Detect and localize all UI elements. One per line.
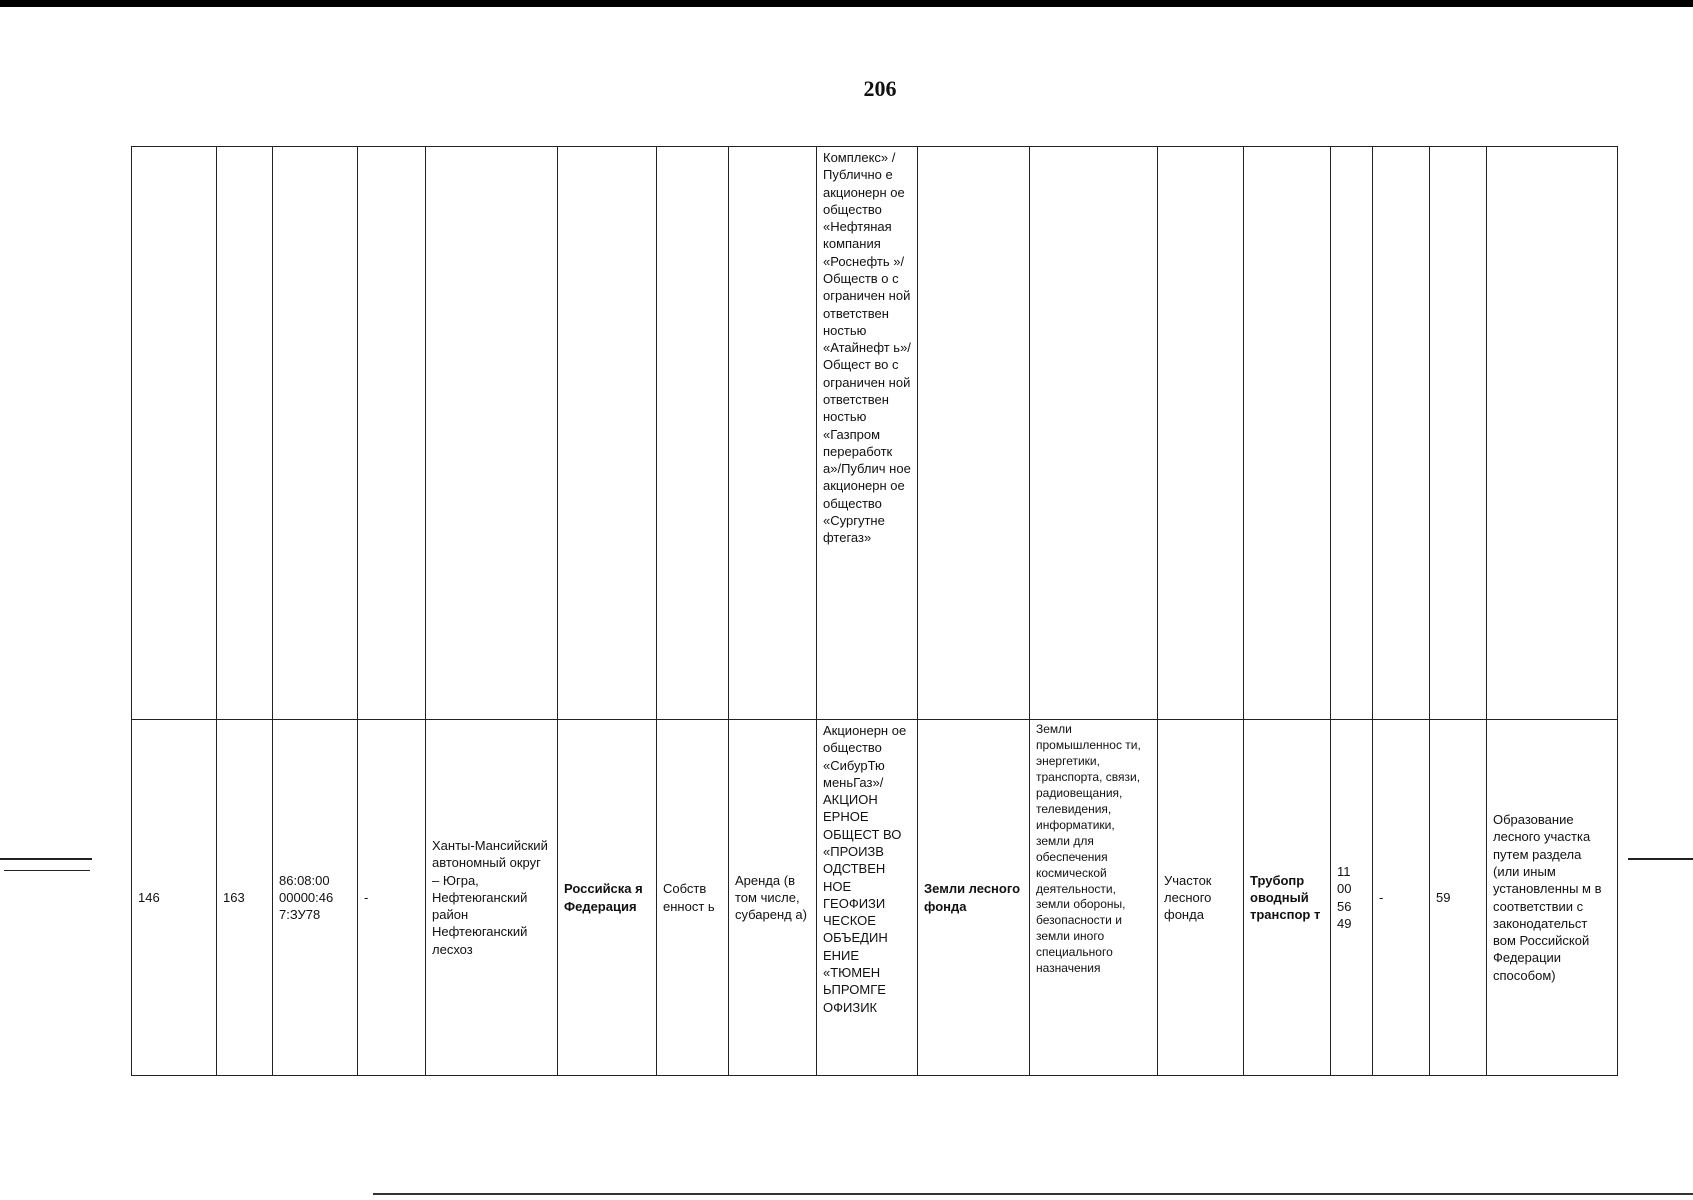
left-margin-mark [0,858,92,860]
cell-right-type: Собств енност ь [657,720,729,1076]
cell-tenants-continued: Комплекс» /Публично е акционерн ое общество «Нефтяная компания «Роснефть »/Обществ о с ограничен ной ответствен ностью «Атайнефт ь»/Общест во с ограничен ной ответствен ностью «Газпром переработк а»/Публич ное акционерн ое общество «Сургутне фтегаз» [817,147,918,720]
page-number: 206 [863,76,897,101]
left-margin-mark-2 [4,870,90,871]
cell-dash: - [1373,720,1430,1076]
cell-id: 163 [217,720,273,1076]
cell-location: Ханты-Мансийский автономный округ – Югра, Нефтеюганский район Нефтеюганский лесхоз [426,720,558,1076]
table-row [132,720,1618,1076]
right-margin-mark [1628,858,1693,860]
cell-number: 146 [132,720,217,1076]
cell-dash: - [358,720,426,1076]
cell-encumbrance: Аренда (в том числе, субаренд а) [729,720,817,1076]
cell-empty [1158,147,1244,720]
cell-count: 59 [1430,720,1487,1076]
cell-permitted-use: Земли промышленнос ти, энергетики, транспорта, связи, радиовещания, телевидения, информатики, земли для обеспечения космической деятельности, земли обороны, безопасности и земли иного специального назначения [1030,720,1158,1076]
cell-empty [918,147,1030,720]
cell-empty [273,147,358,720]
cell-empty [426,147,558,720]
bottom-rule [373,1193,1693,1195]
cell-empty [1373,147,1430,720]
records-table [131,146,1618,1076]
cell-empty [657,147,729,720]
cell-formation-method: Образование лесного участка путем раздела (или иным установленны м в соответствии с законодательст вом Российской Федерации способом) [1487,720,1618,1076]
cell-empty [132,147,217,720]
cell-cadastral-number: 86:08:00 00000:46 7:ЗУ78 [273,720,358,1076]
cell-empty [729,147,817,720]
cell-empty [358,147,426,720]
top-border [0,0,1693,7]
cell-empty [1430,147,1487,720]
cell-empty [1487,147,1618,720]
cell-land-type: Участок лесного фонда [1158,720,1244,1076]
cell-empty [1331,147,1373,720]
cell-area: 11 00 56 49 [1331,720,1373,1076]
cell-empty [1244,147,1331,720]
cell-empty [1030,147,1158,720]
cell-empty [558,147,657,720]
cell-empty [217,147,273,720]
table-row-continued [132,147,1618,720]
cell-lessee: Акционерн ое общество «СибурТю меньГаз»/ АКЦИОН ЕРНОЕ ОБЩЕСТ ВО «ПРОИЗВ ОДСТВЕН НОЕ ГЕОФИЗИ ЧЕСКОЕ ОБЪЕДИН ЕНИЕ «ТЮМЕН ЬПРОМГЕ ОФИЗИК [817,720,918,1076]
cell-purpose: Трубопр оводный транспор т [1244,720,1331,1076]
cell-land-category: Земли лесного фонда [918,720,1030,1076]
cell-owner: Российска я Федерация [558,720,657,1076]
